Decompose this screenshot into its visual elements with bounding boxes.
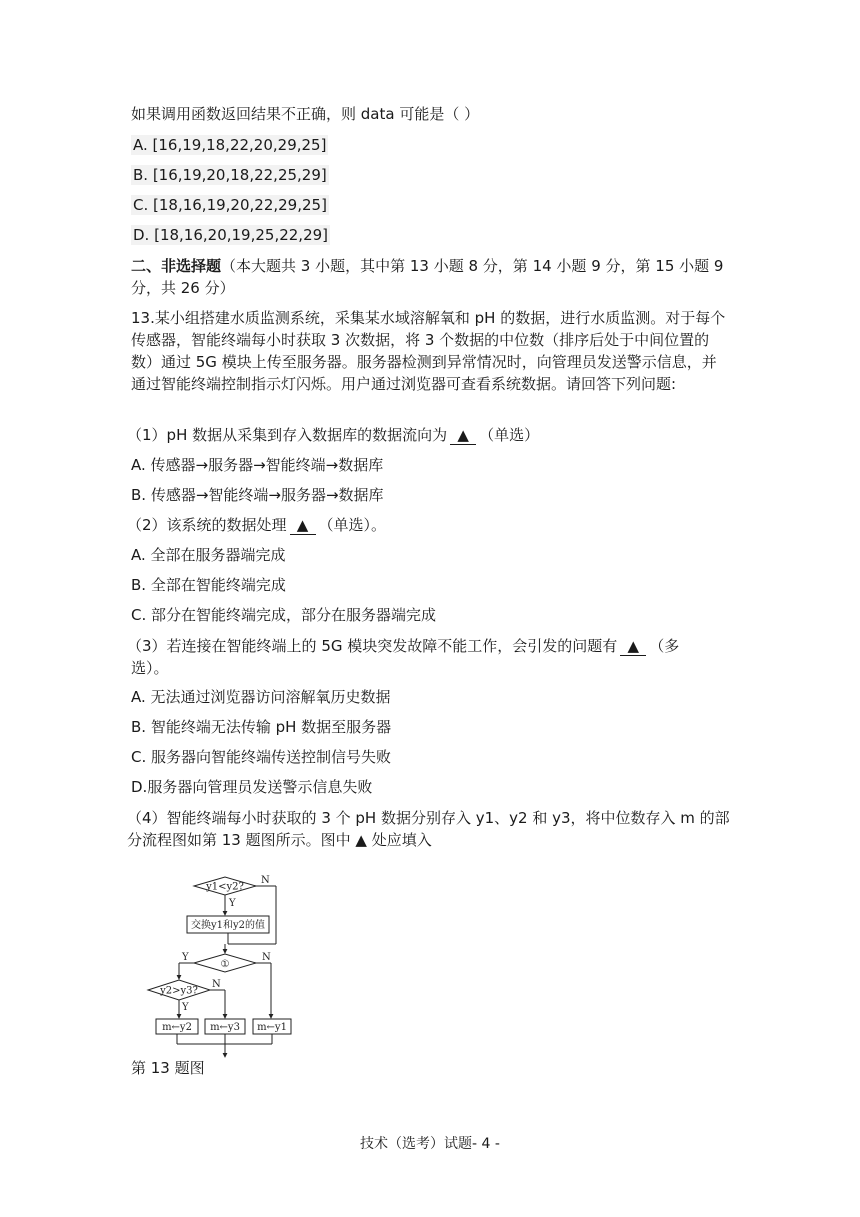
out1-label: m←y2 [162,1022,192,1033]
yes-label-2: Y [182,952,189,963]
answer-blank: ▲ [450,426,476,445]
section-note-cont: 分，共 26 分） [131,279,235,297]
option-d: D. [18,16,20,19,25,22,29] [133,226,329,244]
out2-label: m←y3 [210,1022,240,1033]
q13-sub2: （2）该系统的数据处理 ▲ （单选）。 [127,516,387,534]
section-heading [131,255,723,277]
option-c: C. [18,16,19,20,22,29,25] [133,196,327,214]
option-a: A. [16,19,18,22,20,29,25] [133,136,327,154]
sub3-option-a: A. 无法通过浏览器访问溶解氧历史数据 [131,688,391,706]
sub2-option-a: A. 全部在服务器端完成 [131,546,286,564]
no-label-1: N [261,875,270,886]
flowchart-figure [140,866,300,1058]
option-b: B. [16,19,20,18,22,25,29] [133,166,327,184]
out3-label: m←y1 [257,1022,287,1033]
section-note: （本大题共 3 小题，其中第 13 小题 8 分，第 14 小题 9 分，第 15 小题 9 [221,257,724,275]
sub3-option-d: D.服务器向管理员发送警示信息失败 [131,778,373,796]
no-label-3: N [212,979,221,990]
cond2-label: ① [220,959,230,970]
cond3-label: y2>y3? [160,985,198,997]
swap-label: 交换y1和y2的值 [190,920,266,931]
no-label-2: N [262,952,271,963]
page-footer: 技术（选考）试题- 4 - [360,1136,500,1152]
answer-blank: ▲ [620,637,646,656]
section-title: 二、非选择题 [131,257,222,275]
q13-sub3: （3）若连接在智能终端上的 5G 模块突发故障不能工作，会引发的问题有 ▲ （多 [127,637,680,655]
yes-label-1: Y [229,898,236,909]
sub3-option-b: B. 智能终端无法传输 pH 数据至服务器 [131,718,392,736]
question-intro: 如果调用函数返回结果不正确，则 data 可能是（ ） [131,105,480,123]
sub1-option-a: A. 传感器→服务器→智能终端→数据库 [131,456,384,474]
cond1-label: y1<y2? [206,881,244,893]
sub2-option-c: C. 部分在智能终端完成，部分在服务器端完成 [131,606,437,624]
q13-sub3-cont: 选）。 [131,659,169,677]
yes-label-3: Y [182,1002,189,1013]
q13-stem: 13.某小组搭建水质监测系统，采集某水域溶解氧和 pH 的数据，进行水质监测。对于每个传感器，智能终端每小时获取 3 次数据，将 3 个数据的中位数（排序后处于中间位置的数）通过 5G 模块上传至服务器。服务器检测到异常情况时，向管理员发送警示信息，并通过智能终端控制指示灯闪烁。用户通过浏览器可查看系统数据。请回答下列问题: [131,309,726,393]
sub3-option-c: C. 服务器向智能终端传送控制信号失败 [131,748,392,766]
sub1-option-b: B. 传感器→智能终端→服务器→数据库 [131,486,384,504]
sub2-option-b: B. 全部在智能终端完成 [131,576,286,594]
answer-blank: ▲ [290,516,316,535]
figure-caption: 第 13 题图 [131,1059,205,1077]
q13-sub4: （4）智能终端每小时获取的 3 个 pH 数据分别存入 y1、y2 和 y3，将中位数存入 m 的部分流程图如第 13 题图所示。图中 ▲ 处应填入 [127,809,730,849]
q13-sub1: （1）pH 数据从采集到存入数据库的数据流向为 ▲ （单选） [127,426,540,444]
